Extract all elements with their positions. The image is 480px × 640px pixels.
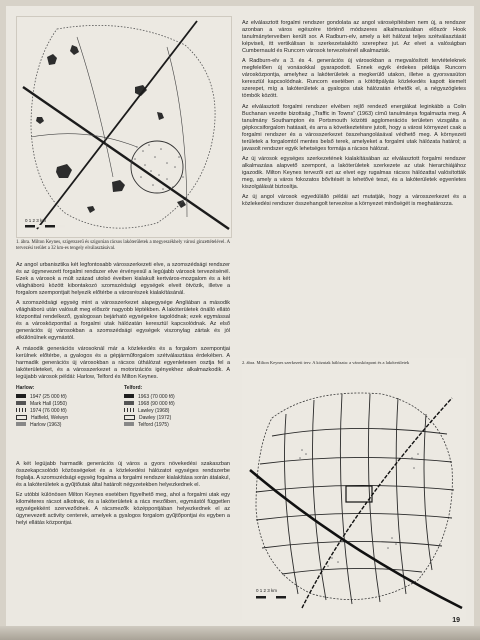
legend-harlow	[16, 385, 120, 429]
page-bottom-edge	[0, 626, 480, 640]
legend-telford-title: Telford:	[124, 384, 143, 391]
left-column	[16, 16, 230, 530]
legend-row: 1947 (25 000 fő)	[16, 394, 120, 401]
legend-row: Lawley (1968)	[124, 408, 228, 415]
figure1-caption: 1. ábra. Milton Keynes, szigetszerű és szigorúan rácsos lakóterületek a megyeszékhely városi ginzettételével. A tervezési terület a 32 km-es tengely elválasztásával.	[16, 240, 230, 251]
left-text-block-2	[16, 461, 230, 527]
legend-telford	[124, 385, 228, 429]
right-paragraph: Az új városok egységes szerkezetének kialakításában az elválasztott forgalmi rendszer alkalmazása alapvető szempont, a lakóterületek szerkezete az utak hierarchiájához igazodik. Milton Keynes tervezői ezt az elvet egy rugalmas rácsos hálózattal valósították meg, amely a város fokozatos bővítését is lehetővé teszi, és a lakóterületek egyenletes kiszolgálását biztosítja.	[242, 155, 466, 191]
left-paragraph: A második generációs városoknál már a közlekedés és a forgalom szempontjai kerülnek előtérbe, a gyalogos és a gépjárműforgalom szétválasztása érdekében. A harmadik generációs új városokban a rácsos úthálózat egyenletesen osztja fel a lakóterületeket, és a városszerkezet a motorizációs igényekhez alkalmazkodik. A legújabb városok példái: Harlow, Telford és Milton Keynes.	[16, 345, 230, 380]
right-paragraph: A Radburn-elv a 3. és 4. generációs új városokban a megvalósított tervtételeknek megfelelően új vonásokkal gyarapodott. Ennek egyik érdekes példája Runcorn városközpontja, amelyhez a lakóterületek a megkerülő utakon, illetve a gyorsvasúton keresztül kapcsolódnak. Runcorn esetében a kötöttpályás közlekedés kapott kiemelt szerepet, míg a lakóterületek a gyalogos utak hálózatán érhetők el, a négyszögletes tömbök között.	[242, 58, 466, 100]
scale-label-1: 0 1 2 3 km	[25, 218, 47, 223]
milton-keynes-regional-map	[16, 16, 232, 238]
m1-motorway	[250, 470, 462, 608]
milton-keynes-grid-plan	[242, 358, 466, 620]
legend-row: Telford (1975)	[124, 422, 228, 429]
stipple-area	[134, 144, 184, 190]
planning-area-boundary	[31, 25, 215, 228]
grid-plan-drawing	[242, 358, 466, 620]
legend-row: Harlow (1963)	[16, 422, 120, 429]
left-text-block	[16, 262, 230, 381]
legend-row: 1974 (76 000 fő)	[16, 408, 120, 415]
legend-row: Dawley (1972)	[124, 415, 228, 422]
scale-label-2: 0 1 2 3 km	[256, 588, 278, 593]
legend-row: Mark Hall (1950)	[16, 401, 120, 408]
scale-bar-1	[25, 225, 65, 228]
settlement-markers	[36, 45, 186, 213]
right-paragraph: Az új angol városok egyedülálló példái azt mutatják, hogy a városszerkezet és a közlekedési rendszer összehangolt tervezése a környezet minőségét is meghatározza.	[242, 194, 466, 208]
right-column	[242, 20, 466, 211]
legend-row: 1968 (90 000 fő)	[124, 401, 228, 408]
figure2-caption: 2. ábra. Milton Keynes szerkezeti terv. A közutak hálózata: a városközpont és a lakóterületek	[242, 360, 410, 365]
map-drawing	[17, 17, 231, 237]
page-number: 19	[452, 617, 460, 624]
left-paragraph: Ez utóbbi különösen Milton Keynes esetében figyelhető meg, ahol a forgalmi utak egy kilométeres rácsot alkotnak, és a lakóterületek a rács mezőiben, egymástól független egységekként szerveződnek. A rácsmezők középpontjában helyezkednek el az úgynevezett activity centerek, amelyek a gyalogos forgalom gyűjtőpontjai és egyben a helyi ellátás központjai.	[16, 491, 230, 527]
magazine-page	[6, 6, 474, 634]
scale-bar-2	[256, 596, 296, 599]
right-paragraph: Az elválasztott forgalmi rendszer elvében rejlő rendező energiákat leginkább a Colin Buchanan vezette bizottság „Traffic in Towns” (1963) című tanulmánya fogalmazta meg. A tanulmány Southampton és Portsmouth közötti agglomerációs területen vizsgálta a gépkocsiforgalom hatásait, és arra a következtetésre jutott, hogy a városi környezet csak a forgalmi rendszer és a városszerkezet összehangolásával védhető meg. A környezeti területek a forgalomtól mentes belső terek, amelyeket a forgalmi utak hálózata határol; a javasolt rendszer egyik lehetséges formája a rácsos hálózat.	[242, 103, 466, 152]
railway-line	[37, 21, 197, 229]
legend-harlow-title: Harlow:	[16, 384, 35, 391]
new-towns-legend	[16, 385, 230, 455]
left-paragraph: Az angol urbanisztika két legfontosabb városszerkezeti elve, a szomszédsági rendszer és az úgynevezett forgalmi rendszer elve érvényesül a legújabb városok tervezésénél. Ezek a városok a múlt század utolsó éveiben kialakult kertváros-mozgalom és a két világháború között kibontakozó szomszédsági egységek elveit ötvözik, illetve a forgalom szempontjait helyezik előtérbe a városrészek kialakításánál.	[16, 262, 230, 297]
legend-row: 1963 (70 000 fő)	[124, 394, 228, 401]
left-paragraph: A szomszédsági egység mint a városszerkezet alapegysége Angliában a második világháború után valósult meg először nagyobb léptékben. A lakóterületek önálló ellátó központtal rendelkező, gyalogosan bejárható egységekre tagolódnak; ezek egymással és a városközponttal a forgalmi utak hálózatán keresztül kapcsolódnak. Az első generációs új városokban a szomszédsági egységek viszonylag zártak és jól elkülönülnek egymástól.	[16, 300, 230, 342]
legend-row: Hatfield, Welwyn	[16, 415, 120, 422]
right-paragraph: Az elválasztott forgalmi rendszer gondolata az angol városépítésben nem új, a rendszer azonban a város egészére történő módszeres alkalmazásában először Hook tanulmányterveiben került sor. A Radburn-elv, amely a két hálózat teljes szétválasztását képviseli, itt vertikálisan is szerkezetalakító szerephez jut. Az elvet a valóságban Cumbernauld és Runcorn városok tervezésénél alkalmazták.	[242, 20, 466, 55]
left-paragraph: A két legújabb harmadik generációs új város a gyors növekedési szakaszban összekapcsolódó közösségeket és a közlekedési hálózatot egységes rendszerbe foglalja. A szomszédsági egység fogalma a forgalmi rendszer kialakítása során átalakul, és a lakóterületek a gyűjtőutak által határolt négyzetekben helyezkednek el.	[16, 460, 230, 488]
